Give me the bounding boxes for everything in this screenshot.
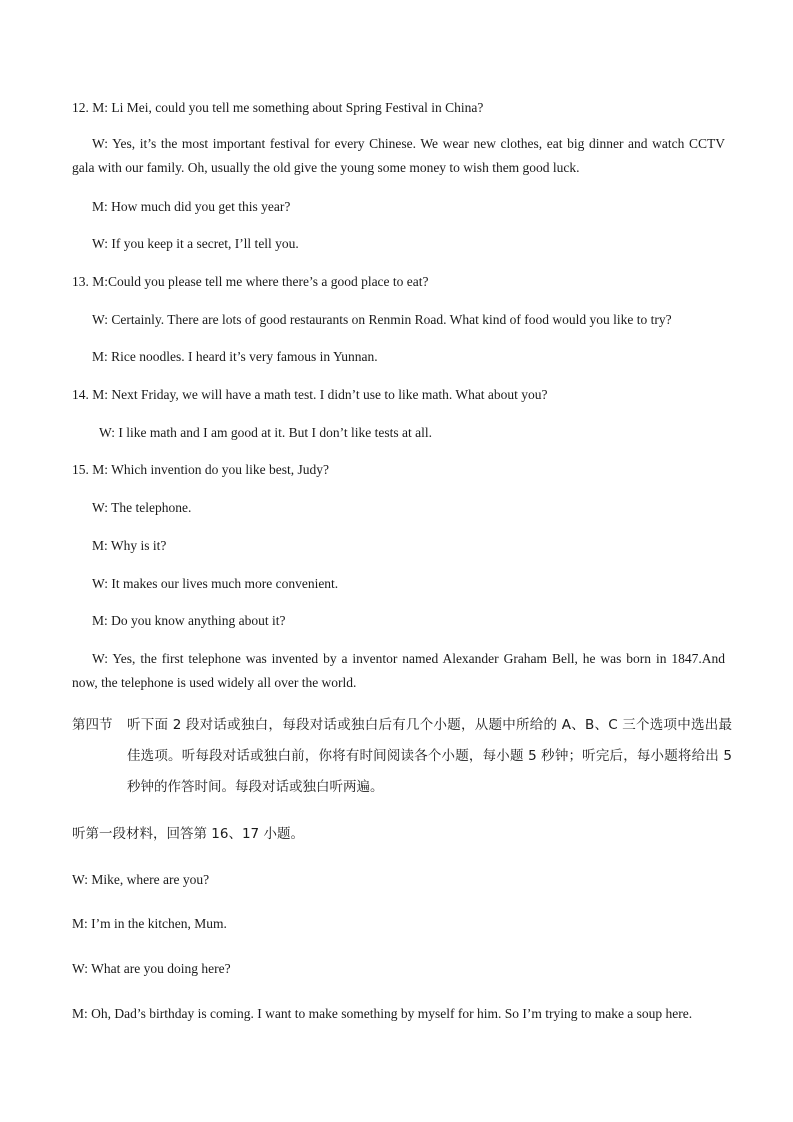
q12-question-line [72, 100, 483, 116]
dialog-text: Which invention do you like best, Judy? [111, 462, 329, 477]
dialog-text: Why is it? [110, 538, 167, 553]
dialog-text: The telephone. [111, 500, 192, 515]
question-number: 15. [72, 462, 93, 477]
section-label: 第四节 [72, 717, 113, 733]
speaker: M: [92, 538, 111, 553]
dialog-line [72, 916, 227, 932]
q12-answer-paragraph [72, 132, 725, 180]
speaker: M: [92, 274, 109, 289]
dialog-line [92, 236, 299, 252]
dialog-text: If you keep it a secret, I’ll tell you. [111, 236, 299, 251]
dialog-text: Mike, where are you? [91, 872, 210, 887]
dialog-line [92, 500, 191, 516]
question-number: 13. [72, 274, 93, 289]
dialog-text: Rice noodles. I heard it’s very famous in Yunnan. [111, 349, 378, 364]
dialog-text: Yes, the first telephone was invented by a inventor named Alexander Graham Bell, he was born in 1847.And now, the telephone is used widely all over the world. [72, 651, 725, 690]
material-intro: 听第一段材料，回答第 16、17 小题。 [72, 826, 304, 842]
speaker: M: [92, 387, 112, 402]
question-number: 14. [72, 387, 93, 402]
speaker: W: [92, 312, 112, 327]
question-number: 12. [72, 100, 93, 115]
q13-question-line [72, 274, 429, 290]
dialog-text: I’m in the kitchen, Mum. [91, 916, 227, 931]
speaker: M: [92, 613, 112, 628]
dialog-line [72, 961, 231, 977]
dialog-text: Could you please tell me where there’s a good place to eat? [108, 274, 429, 289]
dialog-text: Next Friday, we will have a math test. I didn’t use to like math. What about you? [111, 387, 548, 402]
speaker: M: [72, 1006, 92, 1021]
dialog-line [92, 199, 290, 215]
dialog-line [92, 349, 378, 365]
section-text: 听下面 2 段对话或独白，每段对话或独白后有几个小题，从题中所给的 A、B、C 三个选项中选出最佳选项。听每段对话或独白前，你将有时间阅读各个小题，每小题 5 秒钟；听完后，每小题将给出 5 秒钟的作答时间。每段对话或独白听两遍。 [127, 717, 732, 795]
speaker: W: [99, 425, 119, 440]
speaker: W: [92, 136, 113, 151]
q15-final-paragraph [72, 647, 725, 695]
speaker: M: [92, 100, 112, 115]
dialog-text: Oh, Dad’s birthday is coming. I want to make something by myself for him. So I’m trying to make a soup here. [91, 1006, 693, 1021]
speaker: W: [72, 961, 92, 976]
dialog-line [92, 312, 672, 328]
dialog-text: What are you doing here? [91, 961, 231, 976]
speaker: M: [92, 199, 112, 214]
speaker: W: [92, 651, 113, 666]
speaker: M: [92, 349, 112, 364]
dialog-line [92, 538, 166, 554]
speaker: W: [92, 236, 112, 251]
dialog-line [72, 1006, 692, 1022]
q15-question-line [72, 462, 329, 478]
speaker: M: [92, 462, 112, 477]
q14-question-line [72, 387, 548, 403]
dialog-text: How much did you get this year? [111, 199, 291, 214]
dialog-text: Li Mei, could you tell me something about Spring Festival in China? [111, 100, 484, 115]
speaker: W: [92, 576, 112, 591]
speaker: W: [92, 500, 112, 515]
dialog-line [92, 613, 286, 629]
dialog-line [92, 576, 338, 592]
dialog-text: Yes, it’s the most important festival for every Chinese. We wear new clothes, eat big dinner and watch CCTV gala with our family. Oh, usually the old give the young some money to wish them good luck. [72, 136, 725, 175]
dialog-text: Do you know anything about it? [111, 613, 286, 628]
dialog-line [72, 872, 209, 888]
dialog-text: It makes our lives much more convenient. [111, 576, 339, 591]
speaker: M: [72, 916, 92, 931]
dialog-text: Certainly. There are lots of good restaurants on Renmin Road. What kind of food would you like to try? [111, 312, 672, 327]
dialog-line [99, 425, 432, 441]
dialog-text: I like math and I am good at it. But I don’t like tests at all. [118, 425, 432, 440]
speaker: W: [72, 872, 92, 887]
